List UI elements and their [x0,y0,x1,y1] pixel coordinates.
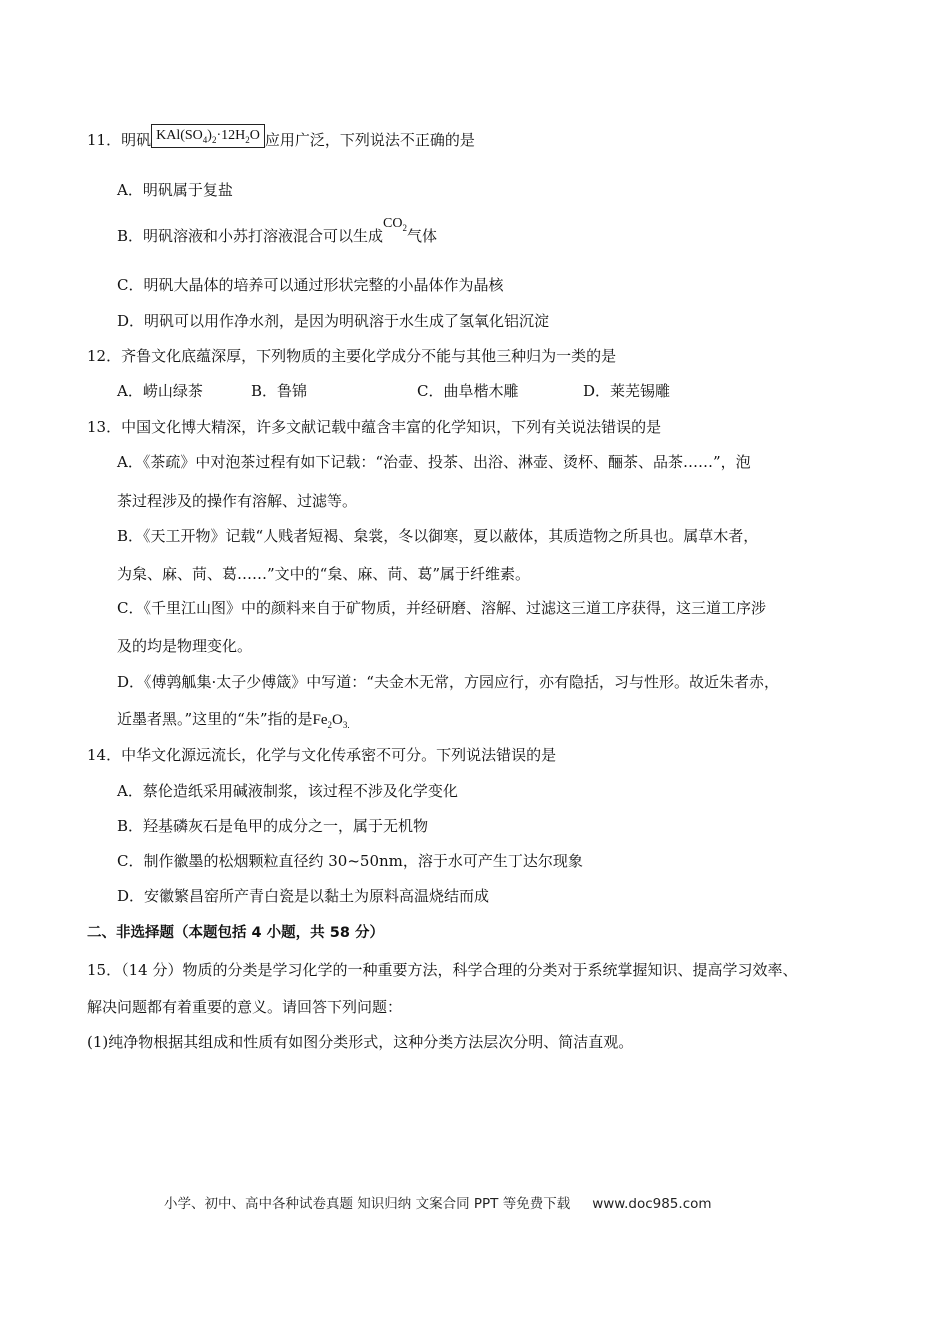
formula-part: KAl(SO [156,128,203,143]
q13-option-b-line1: B．《天工开物》记载“人贱者短褐、枲裳，冬以御寒，夏以蔽体，其质造物之所具也。属草木者， [117,527,759,545]
q11-option-b [117,216,437,252]
formula-part: O [332,712,343,728]
formula-sub: 2 [245,134,250,145]
footer-text: 小学、初中、高中各种试卷真题 知识归纳 文案合同 PPT 等免费下载 [164,1196,571,1212]
formula-part: CO [383,216,403,231]
formula-sub: 2 [211,134,217,145]
page-footer [164,1192,712,1212]
question-15-part1: (1)纯净物根据其组成和性质有如图分类形式，这种分类方法层次分明、简洁直观。 [87,1033,634,1051]
formula-sub: 2 [327,720,333,730]
formula-part: O [249,128,260,143]
question-11-stem [87,130,475,156]
question-text: 应用广泛，下列说法不正确的是 [264,131,475,149]
q12-option-c: C．曲阜楷木雕 [417,382,519,400]
question-14-stem: 14．中华文化源远流长，化学与文化传承密不可分。下列说法错误的是 [87,746,557,764]
formula-sub: 2 [402,222,407,233]
q13-option-c-line2: 及的均是物理变化。 [117,637,253,655]
q13-option-c-line1: C．《千里江山图》中的颜料来自于矿物质，并经研磨、溶解、过滤这三道工序获得，这三道工序涉 [117,599,766,617]
formula-part: ·12H [216,128,246,143]
question-12-stem: 12．齐鲁文化底蕴深厚，下列物质的主要化学成分不能与其他三种归为一类的是 [87,347,617,365]
option-text: 气体 [406,227,437,245]
question-text: 明矾 [121,131,152,149]
option-text: B．明矾溶液和小苏打溶液混合可以生成 [117,227,384,245]
q13-option-d-line1: D．《傅鹑觚集·太子少傅箴》中写道：“夫金木无常，方园应行，亦有隐括，习与性形。故近朱者赤， [117,673,779,691]
formula-sub: 4 [202,134,208,145]
q11-option-a: A．明矾属于复盐 [117,181,233,199]
co2-formula [383,216,407,231]
alum-formula [151,128,265,156]
q11-option-d: D．明矾可以用作净水剂，是因为明矾溶于水生成了氢氧化铝沉淀 [117,312,550,330]
q14-option-d: D．安徽繁昌窑所产青白瓷是以黏土为原料高温烧结而成 [117,887,490,905]
q12-option-b: B．鲁锦 [251,382,308,400]
q13-option-a-line1: A．《茶疏》中对泡茶过程有如下记载：“治壶、投茶、出浴、淋壶、烫杯、酾茶、品茶……”，泡 [117,453,751,471]
question-number: 11． [87,131,122,149]
q14-option-c: C．制作徽墨的松烟颗粒直径约 30~50nm，溶于水可产生丁达尔现象 [117,852,583,870]
footer-link[interactable]: www.doc985.com [592,1196,712,1212]
section-heading: 二、非选择题（本题包括 4 小题，共 58 分） [87,925,384,941]
formula-sub: 3. [342,720,350,730]
q13-option-a-line2: 茶过程涉及的操作有溶解、过滤等。 [117,492,358,510]
q14-option-a: A．蔡伦造纸采用碱液制浆，该过程不涉及化学变化 [117,782,458,800]
question-13-stem: 13．中国文化博大精深，许多文献记载中蕴含丰富的化学知识，下列有关说法错误的是 [87,418,662,436]
q13-option-b-line2: 为枲、麻、苘、葛……”文中的“枲、麻、苘、葛”属于纤维素。 [117,565,531,583]
formula-part: Fe [312,712,328,728]
fe2o3-formula [313,712,350,728]
q12-option-d: D．莱芜锡雕 [583,382,671,400]
q12-option-a: A．崂山绿茶 [117,382,203,400]
option-text: 近墨者黑。”这里的“朱”指的是 [117,710,313,728]
formula-part: ) [207,128,212,143]
q11-option-c: C．明矾大晶体的培养可以通过形状完整的小晶体作为晶核 [117,276,504,294]
question-15-line1: 15．（14 分）物质的分类是学习化学的一种重要方法，科学合理的分类对于系统掌握知识、提高学习效率、 [87,961,798,979]
q14-option-b: B．羟基磷灰石是龟甲的成分之一，属于无机物 [117,817,429,835]
q13-option-d-line2 [117,709,350,735]
question-15-line2: 解决问题都有着重要的意义。请回答下列问题： [87,998,403,1016]
